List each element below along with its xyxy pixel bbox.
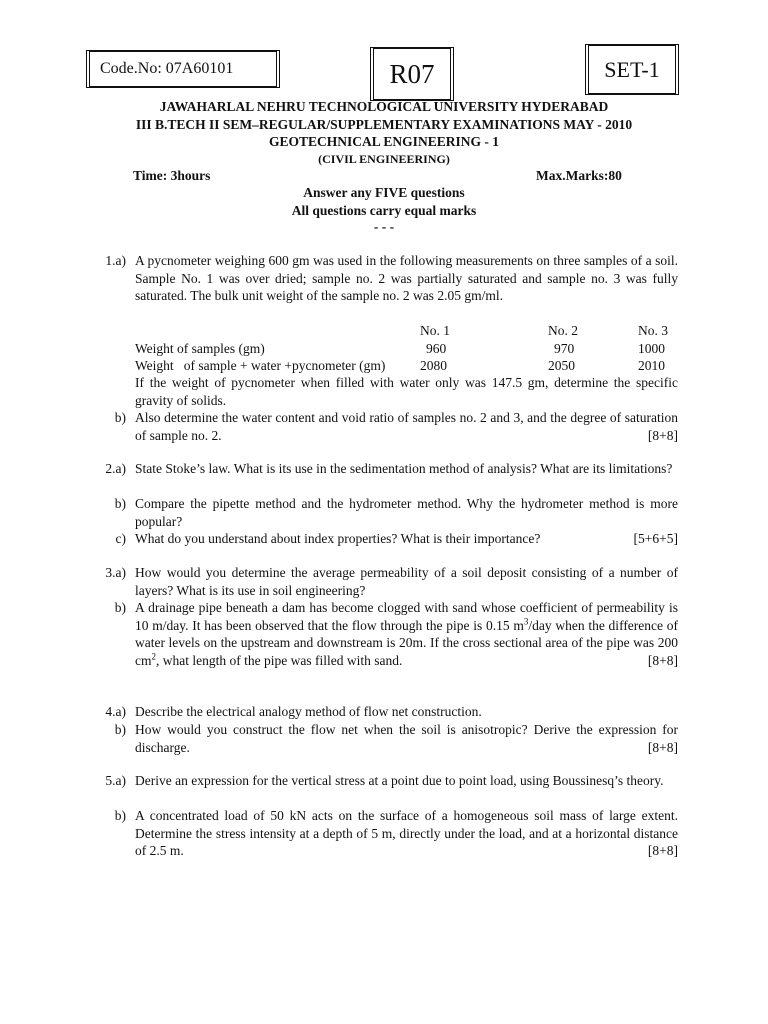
superscript-3: 3 [523, 616, 529, 626]
question-2b-text: Compare the pipette method and the hydrometer method. Why the hydrometer method is more popular? [135, 496, 678, 529]
table-cell: 2010 [638, 358, 665, 373]
question-1a-text: A pycnometer weighing 600 gm was used in the following measurements on three samples of a soil. Sample No. 1 was over dried; sample no. 2 was partially saturated and sample no. 3 was fully saturated. The bulk unit weight of the sample no. 2 was 2.05 gm/ml. [135, 253, 678, 303]
question-1b [135, 409, 678, 444]
set-box [585, 44, 679, 95]
question-5a-text: Derive an expression for the vertical stress at a point due to point load, using Boussinesq’s theory. [135, 773, 664, 788]
question-4a-text: Describe the electrical analogy method of flow net construction. [135, 704, 482, 719]
subject-title: GEOTECHNICAL ENGINEERING - 1 [269, 134, 499, 149]
header-separator: - - - [373, 219, 395, 234]
table-header-cell: No. 3 [638, 323, 668, 338]
table-cell: 1000 [638, 340, 665, 356]
exam-time: Time: 3hours [133, 168, 211, 183]
question-3b-text-part1: A drainage pipe beneath a dam has become clogged with sand whose coefficient of permeability is 10 m/day. It has been observed that the flow through the pipe is 0.15 m [135, 600, 678, 633]
question-3b [135, 599, 678, 669]
table-header-cell: No. 1 [420, 323, 450, 338]
table-cell: 970 [554, 340, 575, 356]
code-number-box [86, 50, 280, 88]
table-cell: 2050 [548, 358, 575, 373]
question-4b-text: How would you construct the flow net when the soil is anisotropic? Derive the expression for discharge. [135, 722, 678, 755]
set-number: SET-1 [604, 56, 660, 82]
table-header-cell [135, 322, 420, 340]
question-2a-text: State Stoke’s law. What is its use in the sedimentation method of analysis? What are its limitations? [135, 461, 673, 476]
code-number: Code.No: 07A60101 [100, 60, 234, 77]
question-2-marks: [5+6+5] [633, 531, 678, 546]
table-cell: 960 [426, 340, 447, 356]
superscript-2: 2 [151, 651, 156, 661]
table-cell: Weight of sample + water +pycnometer (gm) [135, 358, 386, 373]
question-number: 5.a) [105, 773, 126, 788]
regulation-code: R07 [389, 58, 435, 89]
question-number: 3.a) [105, 565, 126, 580]
table-cell: Weight of samples (gm) [135, 340, 265, 356]
question-4-marks: [8+8] [647, 739, 678, 755]
question-2c [135, 530, 678, 548]
question-4b [135, 721, 678, 756]
question-number: b) [114, 410, 126, 425]
question-number: b) [114, 808, 126, 823]
question-3a-text: How would you determine the average permeability of a soil deposit consisting of a number of layers? What is its use in soil engineering? [135, 565, 678, 598]
table-row [135, 340, 678, 358]
instruction-equal-marks: All questions carry equal marks [291, 203, 477, 218]
table-cell: 2080 [420, 358, 447, 373]
question-3b-text-part2: /day when the difference of water levels on the upstream and downstream is 20m. If the cross sectional area of the pipe was 200 cm [135, 617, 679, 668]
question-number: b) [114, 600, 126, 615]
branch-name: (CIVIL ENGINEERING) [318, 152, 450, 166]
question-3b-text-part3: , what length of the pipe was filled with sand. [156, 652, 403, 668]
exam-title: III B.TECH II SEM–REGULAR/SUPPLEMENTARY EXAMINATIONS MAY - 2010 [135, 117, 633, 132]
question-5b-text: A concentrated load of 50 kN acts on the surface of a homogeneous soil mass of large extent. Determine the stress intensity at a depth of 5 m, directly under the load, and at a horizontal distance of 2.5 m. [135, 808, 678, 858]
table-row [135, 357, 678, 375]
question-5-marks: [8+8] [647, 843, 678, 858]
table-header-row [135, 322, 678, 340]
question-number: 1.a) [105, 253, 126, 268]
table-header-cell: No. 2 [548, 323, 578, 338]
question-5b [135, 807, 678, 860]
max-marks: Max.Marks:80 [536, 168, 622, 183]
question-2c-text: What do you understand about index properties? What is their importance? [135, 531, 541, 546]
question-number: c) [115, 531, 126, 546]
regulation-box [370, 47, 454, 101]
question-3-marks: [8+8] [647, 652, 678, 668]
question-1a-text-continued: If the weight of pycnometer when filled with water only was 147.5 gm, determine the specific gravity of solids. [135, 375, 678, 408]
sample-measurements-table [135, 322, 678, 375]
instruction-answer-five: Answer any FIVE questions [303, 185, 465, 200]
university-name: JAWAHARLAL NEHRU TECHNOLOGICAL UNIVERSITY HYDERABAD [159, 99, 609, 114]
question-number: 2.a) [105, 461, 126, 476]
question-number: 4.a) [105, 704, 126, 719]
question-1b-text: Also determine the water content and void ratio of samples no. 2 and 3, and the degree of saturation of sample no. 2. [135, 410, 678, 443]
question-number: b) [114, 722, 126, 737]
question-1-marks: [8+8] [647, 427, 678, 443]
question-number: b) [114, 496, 126, 511]
